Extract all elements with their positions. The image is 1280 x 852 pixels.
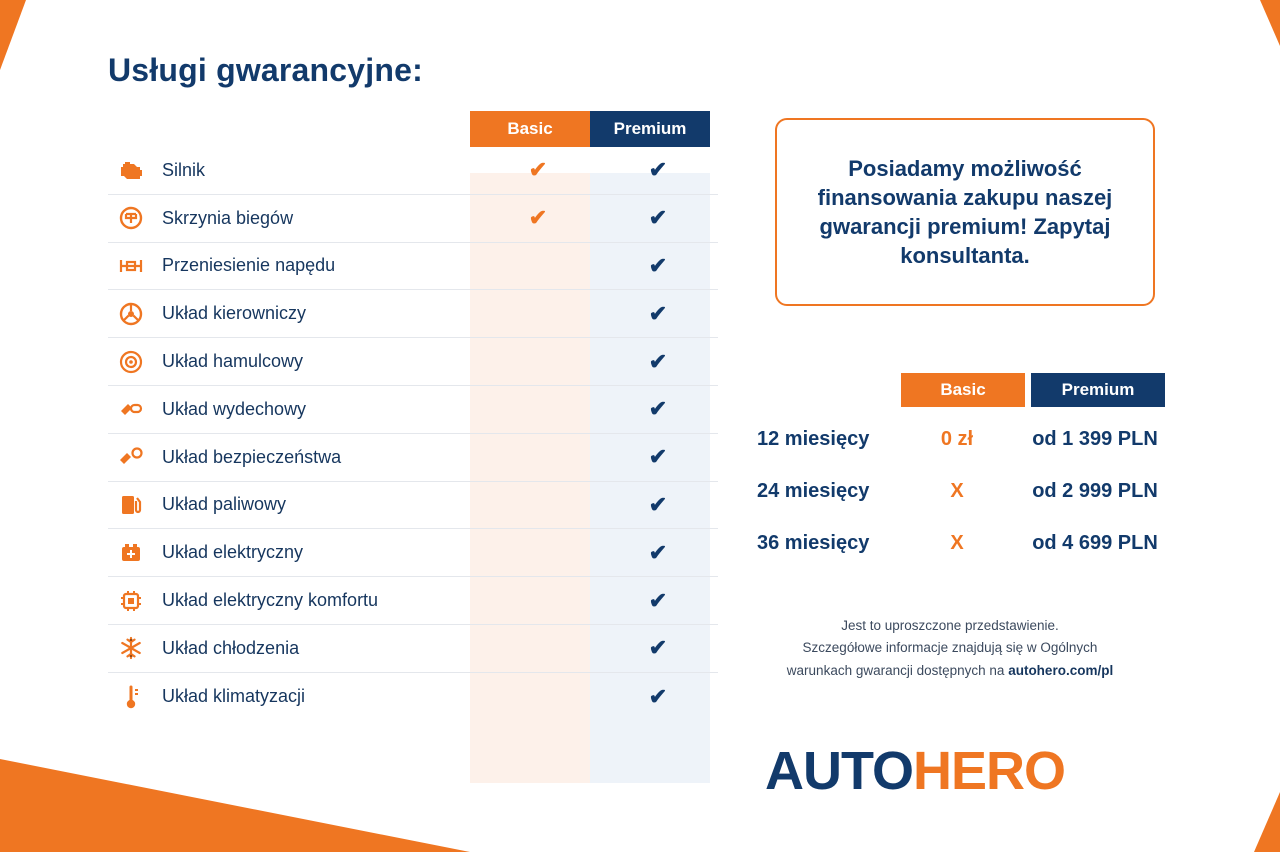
premium-cell [598, 625, 718, 672]
check-icon: ✔ [648, 252, 668, 278]
basic-cell [478, 338, 598, 385]
drivetrain-icon [108, 255, 154, 277]
premium-cell [598, 434, 718, 481]
service-row [108, 529, 718, 577]
service-row [108, 147, 718, 195]
basic-cell [478, 386, 598, 433]
service-row [108, 434, 718, 482]
premium-cell [598, 290, 718, 337]
chip-icon [108, 589, 154, 613]
basic-cell [478, 625, 598, 672]
pricing-row [735, 413, 1165, 465]
column-header-premium: Premium [590, 111, 710, 147]
pricing-premium-value: od 1 399 PLN [1032, 427, 1158, 450]
premium-cell [598, 577, 718, 624]
financing-promo-box [775, 118, 1155, 306]
services-row-list [108, 147, 718, 721]
thermometer-icon [108, 684, 154, 710]
pricing-basic-value: 0 zł [940, 427, 974, 450]
check-icon: ✔ [648, 348, 668, 374]
check-icon: ✔ [648, 396, 668, 422]
service-label: Przeniesienie napędu [162, 255, 336, 276]
basic-cell [478, 577, 598, 624]
premium-cell [598, 482, 718, 529]
pricing-table [735, 373, 1165, 569]
decorative-corner-bottom-right [1254, 792, 1280, 852]
check-icon: ✔ [648, 157, 668, 183]
premium-cell [598, 386, 718, 433]
premium-cell [598, 195, 718, 242]
services-table-header [470, 111, 710, 147]
decorative-corner-bottom-left [0, 702, 470, 852]
page-title: Usługi gwarancyjne: [108, 52, 423, 88]
pricing-header-premium: Premium [1031, 373, 1165, 407]
premium-cell [598, 673, 718, 721]
service-label: Układ chłodzenia [162, 637, 300, 658]
service-label: Skrzynia biegów [162, 207, 294, 228]
service-row [108, 195, 718, 243]
service-label: Układ bezpieczeństwa [162, 446, 342, 467]
basic-cell [478, 243, 598, 290]
service-label: Układ hamulcowy [162, 351, 304, 372]
check-icon: ✔ [648, 683, 668, 709]
logo-text-hero: HERO [913, 741, 1066, 801]
service-row [108, 482, 718, 530]
basic-cell [478, 290, 598, 337]
services-panel [108, 52, 718, 721]
exhaust-icon [108, 398, 154, 420]
service-label: Układ kierowniczy [162, 303, 307, 324]
basic-cell [478, 147, 598, 194]
disclaimer-line-3 [735, 660, 1165, 682]
check-icon: ✔ [648, 539, 668, 565]
basic-cell [478, 434, 598, 481]
financing-promo-text: Posiadamy możliwość finansowania zakupu naszej gwarancji premium! Zapytaj konsultanta. [817, 155, 1113, 269]
check-icon: ✔ [648, 491, 668, 517]
pricing-premium-value: od 4 699 PLN [1032, 531, 1158, 554]
service-row [108, 243, 718, 291]
pricing-term: 24 miesięcy [757, 479, 870, 502]
check-icon: ✔ [648, 300, 668, 326]
pricing-header-basic: Basic [901, 373, 1025, 407]
engine-icon [108, 158, 154, 182]
logo-text-auto: AUTO [765, 741, 914, 801]
disclaimer-line-3-text: warunkach gwarancji dostępnych na [786, 662, 1009, 678]
pricing-row [735, 465, 1165, 517]
service-row [108, 338, 718, 386]
autohero-logo [765, 740, 1065, 802]
pricing-term: 36 miesięcy [757, 531, 870, 554]
service-row [108, 625, 718, 673]
disclaimer-line-1: Jest to uproszczone przedstawienie. [841, 618, 1059, 633]
service-label: Układ wydechowy [162, 398, 307, 419]
pricing-row-list [735, 413, 1165, 569]
decorative-corner-top-right [1260, 0, 1280, 46]
services-table [108, 111, 718, 721]
service-row [108, 386, 718, 434]
airbag-safety-icon [108, 446, 154, 468]
steering-wheel-icon [108, 302, 154, 326]
basic-cell [478, 673, 598, 721]
service-label: Układ klimatyzacji [162, 686, 306, 707]
check-icon: ✔ [648, 587, 668, 613]
premium-cell [598, 243, 718, 290]
premium-cell [598, 338, 718, 385]
fuel-pump-icon [108, 493, 154, 517]
snowflake-icon [108, 636, 154, 660]
premium-cell [598, 529, 718, 576]
check-icon: ✔ [648, 205, 668, 231]
check-icon: ✔ [648, 635, 668, 661]
gearbox-icon [108, 206, 154, 230]
service-row [108, 577, 718, 625]
column-header-basic: Basic [470, 111, 590, 147]
pricing-table-header [735, 373, 1165, 407]
pricing-basic-value: X [950, 479, 964, 502]
brake-disc-icon [108, 350, 154, 374]
service-label: Układ elektryczny komfortu [162, 590, 379, 611]
service-label: Silnik [162, 159, 206, 180]
service-label: Układ paliwowy [162, 494, 287, 515]
disclaimer [735, 615, 1165, 682]
premium-cell [598, 147, 718, 194]
check-icon: ✔ [528, 157, 548, 183]
disclaimer-line-2: Szczegółowe informacje znajdują się w Ogólnych [802, 640, 1098, 656]
decorative-corner-top-left [0, 0, 26, 70]
pricing-basic-value: X [950, 531, 964, 554]
service-label: Układ elektryczny [162, 542, 304, 563]
basic-cell [478, 482, 598, 529]
disclaimer-link[interactable]: autohero.com/pl [1008, 662, 1114, 678]
basic-cell [478, 195, 598, 242]
service-row [108, 673, 718, 721]
basic-cell [478, 529, 598, 576]
check-icon: ✔ [648, 444, 668, 470]
pricing-row [735, 517, 1165, 569]
battery-icon [108, 542, 154, 564]
pricing-term: 12 miesięcy [757, 427, 870, 450]
pricing-premium-value: od 2 999 PLN [1032, 479, 1158, 502]
check-icon: ✔ [528, 205, 548, 231]
service-row [108, 290, 718, 338]
